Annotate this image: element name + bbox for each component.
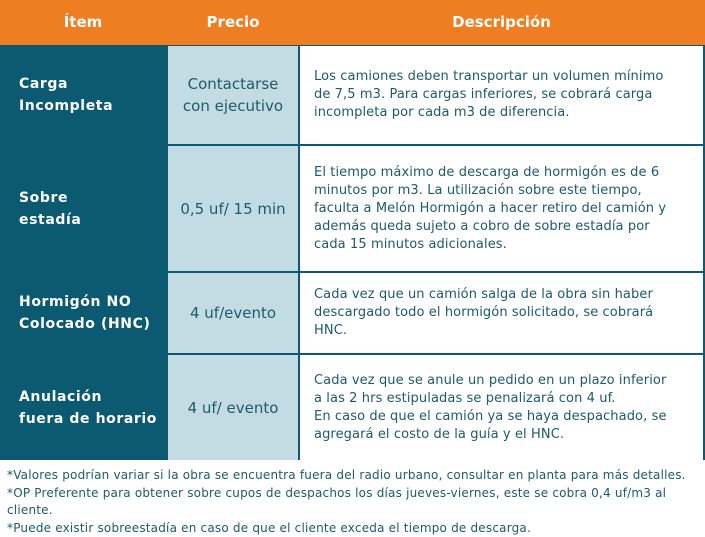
row-item: Hormigón NO Colocado (HNC) (19, 294, 151, 332)
row-price: 4 uf/evento (168, 273, 298, 353)
table-row (0, 46, 705, 144)
row-price: Contactarse con ejecutivo (168, 46, 298, 144)
header-descripcion: Descripción (452, 13, 551, 31)
row-item: Anulación fuera de horario (19, 388, 158, 427)
footnote: *OP Preferente para obtener sobre cupos de despachos los días jueves-viernes, este se cobra 0,4 uf/m3 al cliente. (7, 485, 667, 517)
table-row (0, 273, 705, 353)
row-description: Cada vez que un camión salga de la obra sin haber descargado todo el hormigón solicitado, se cobrará HNC. (300, 273, 703, 353)
footnote: *Puede existir sobreestadía en caso de que el cliente exceda el tiempo de descarga. (7, 520, 532, 535)
table-row (0, 146, 705, 271)
header-precio: Precio (206, 13, 260, 31)
table-row (0, 355, 705, 460)
row-description: Cada vez que se anule un pedido en un plazo inferior a las 2 hrs estipuladas se penalizará con 4 uf. En caso de que el camión ya se haya despachado, se agregará el costo de la guía y el HNC. (300, 355, 703, 460)
row-description: El tiempo máximo de descarga de hormigón es de 6 minutos por m3. La utilización sobre este tiempo, faculta a Melón Hormigón a hacer retiro del camión y además queda sujeto a cobro de sobre estadía por cada 15 minutos adicionales. (300, 146, 703, 271)
row-price: 0,5 uf/ 15 min (168, 146, 298, 271)
footnotes (7, 467, 705, 537)
row-price: 4 uf/ evento (168, 355, 298, 460)
table-header (0, 0, 705, 45)
row-item: Sobre estadía (19, 189, 82, 228)
row-item: Carga Incompleta (19, 76, 114, 114)
row-description: Los camiones deben transportar un volumen mínimo de 7,5 m3. Para cargas inferiores, se cobrará carga incompleta por cada m3 de diferencia. (300, 46, 703, 144)
header-item: Ítem (63, 13, 103, 31)
footnote: *Valores podrían variar si la obra se encuentra fuera del radio urbano, consultar en planta para más detalles. (7, 468, 686, 482)
